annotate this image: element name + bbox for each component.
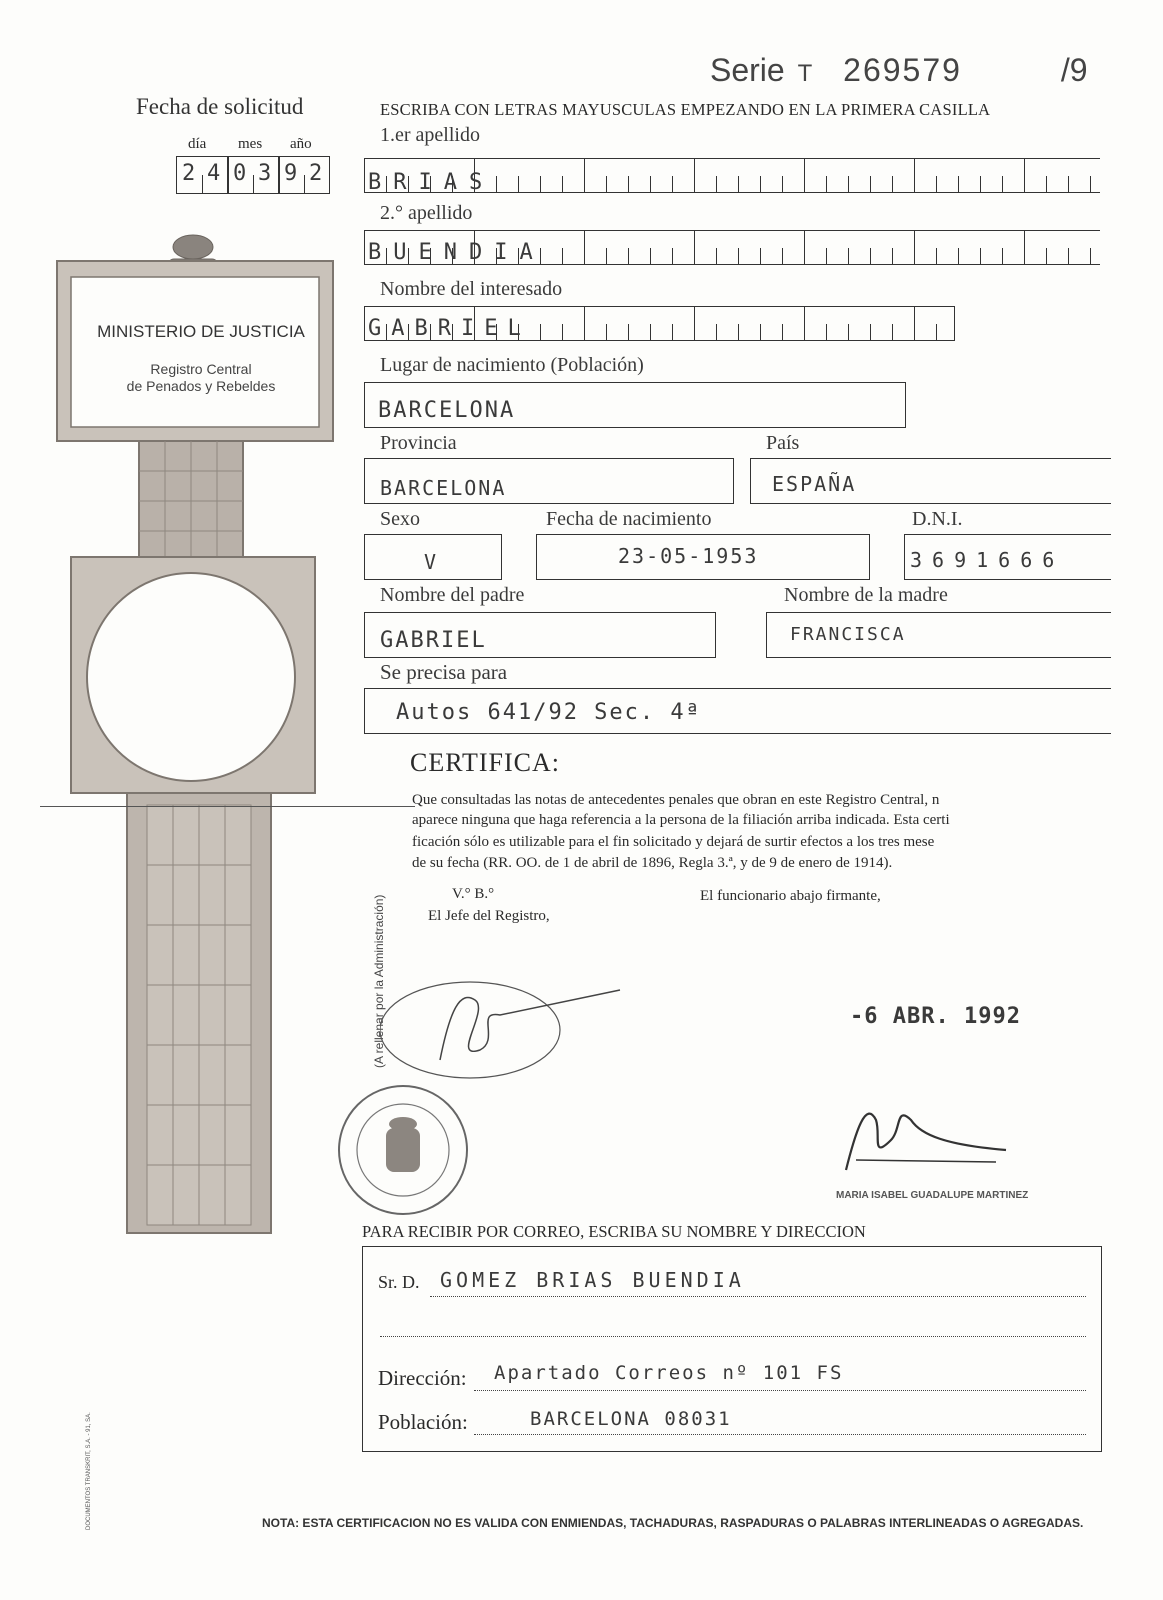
official-seal-icon <box>328 1080 478 1220</box>
apellido2-label: 2.° apellido <box>380 202 473 224</box>
lugar-label: Lugar de nacimiento (Población) <box>380 354 644 376</box>
grid-cell-divider <box>936 248 937 264</box>
precisa-value: Autos 641/92 Sec. 4ª <box>396 700 701 725</box>
serie-label: Serie <box>710 52 785 88</box>
apellido1-value: BRIAS <box>368 170 495 195</box>
jefe-registro: El Jefe del Registro, <box>428 908 550 924</box>
admin-side-note: (A rellenar por la Administración) <box>372 894 386 1068</box>
sexo-value: V <box>424 550 439 574</box>
fecha-digit-2: 4 <box>207 161 223 186</box>
certifica-line-3: ficación sólo es utilizable para el fin solicitado y dejará de surtir efectos a los tres mese <box>412 834 935 850</box>
grid-cell-divider <box>980 176 981 192</box>
fecha-dia-label: día <box>188 136 207 152</box>
grid-cell-divider <box>584 158 585 192</box>
grid-cell-divider <box>694 306 695 340</box>
grid-cell-divider <box>870 176 871 192</box>
grid-cell-divider <box>496 176 497 192</box>
correo-title: PARA RECIBIR POR CORREO, ESCRIBA SU NOMBRE Y DIRECCION <box>362 1222 866 1241</box>
provincia-value: BARCELONA <box>380 476 507 500</box>
grid-cell-divider <box>782 248 783 264</box>
printer-note: DOCUMENTOS TRANSKRIT, S.A. - 91, SA. <box>86 1412 92 1530</box>
grid-cell-divider <box>584 306 585 340</box>
grid-cell-divider <box>870 248 871 264</box>
grid-cell-divider <box>672 176 673 192</box>
direccion-line[interactable] <box>474 1390 1086 1391</box>
grid-cell-divider <box>958 248 959 264</box>
grid-cell-divider <box>650 324 651 340</box>
grid-cell-divider <box>760 324 761 340</box>
serie-suffix: /9 <box>1060 52 1088 88</box>
grid-cell-divider <box>562 248 563 264</box>
apellido1-label: 1.er apellido <box>380 124 480 146</box>
grid-cell-divider <box>650 248 651 264</box>
apellido2-value: BUENDIA <box>368 240 545 265</box>
grid-cell-divider <box>1024 158 1025 192</box>
sr-line <box>430 1296 1086 1297</box>
grid-cell-divider <box>738 176 739 192</box>
grid-cell-divider <box>914 158 915 192</box>
certifica-title: CERTIFICA: <box>410 748 561 777</box>
grid-cell-divider <box>826 248 827 264</box>
grid-cell-divider <box>892 324 893 340</box>
grid-cell-divider <box>694 230 695 264</box>
stamp-date: -6 ABR. 1992 <box>850 1004 1021 1029</box>
ministry-name: MINISTERIO DE JUSTICIA <box>97 322 305 341</box>
serie-letter: T <box>797 60 813 87</box>
fecha-nac-value: 23-05-1953 <box>618 544 759 568</box>
grid-cell-divider <box>584 230 585 264</box>
padre-value: GABRIEL <box>380 628 487 653</box>
grid-cell-divider <box>716 248 717 264</box>
grid-cell-divider <box>936 176 937 192</box>
grid-cell-divider <box>650 176 651 192</box>
direccion-value: Apartado Correos nº 101 FS <box>494 1362 844 1384</box>
fecha-nac-label: Fecha de nacimiento <box>546 508 712 530</box>
grid-cell-divider <box>804 306 805 340</box>
fecha-mes-label: mes <box>238 136 263 152</box>
precisa-label: Se precisa para <box>380 660 508 684</box>
fecha-digit-1: 2 <box>182 161 198 186</box>
sr-value: GOMEZ BRIAS BUENDIA <box>440 1268 745 1292</box>
sr-line-2[interactable] <box>380 1336 1086 1337</box>
grid-cell-divider <box>1090 248 1091 264</box>
grid-cell-divider <box>364 230 365 264</box>
grid-cell-divider <box>562 324 563 340</box>
sr-label: Sr. D. <box>378 1272 420 1292</box>
grid-cell-divider <box>870 324 871 340</box>
fecha-solicitud-boxes[interactable] <box>176 156 330 194</box>
grid-cell-divider <box>1046 176 1047 192</box>
nombre-value: GABRIEL <box>368 316 531 341</box>
serie-number: 269579 <box>843 52 962 88</box>
visto-bueno: V.° B.° <box>452 886 495 902</box>
cut-line <box>40 806 415 807</box>
nota-footer: NOTA: ESTA CERTIFICACION NO ES VALIDA CON ENMIENDAS, TACHADURAS, RASPADURAS O PALABRAS INTERLINEADAS O AGREGADAS. <box>262 1516 1084 1530</box>
jefe-signature <box>380 970 630 1090</box>
grid-cell-divider <box>672 248 673 264</box>
grid-cell-divider <box>848 176 849 192</box>
grid-cell-divider <box>848 324 849 340</box>
grid-cell-divider <box>518 176 519 192</box>
grid-cell-divider <box>1090 176 1091 192</box>
fecha-solicitud-title: Fecha de solicitud <box>136 94 304 119</box>
grid-cell-divider <box>936 324 937 340</box>
grid-cell-divider <box>782 176 783 192</box>
dni-label: D.N.I. <box>912 508 963 530</box>
poblacion-line[interactable] <box>474 1434 1086 1435</box>
grid-cell-divider <box>760 248 761 264</box>
grid-cell-divider <box>1068 176 1069 192</box>
grid-cell-divider <box>606 248 607 264</box>
grid-cell-divider <box>364 306 365 340</box>
funcionario: El funcionario abajo firmante, <box>700 888 881 904</box>
dni-value: 3691666 <box>910 548 1065 572</box>
padre-label: Nombre del padre <box>380 584 525 606</box>
grid-cell-divider <box>804 230 805 264</box>
direccion-label: Dirección: <box>378 1366 467 1390</box>
grid-cell-divider <box>738 324 739 340</box>
certifica-line-2: aparece ninguna que haga referencia a la persona de la filiación arriba indicada. Esta certi <box>412 812 950 828</box>
grid-cell-divider <box>980 248 981 264</box>
grid-cell-divider <box>826 176 827 192</box>
fecha-digit-6: 2 <box>309 161 325 186</box>
pais-label: País <box>766 432 800 454</box>
grid-cell-divider <box>892 248 893 264</box>
grid-cell-divider <box>606 324 607 340</box>
pais-value: ESPAÑA <box>772 472 857 496</box>
lugar-value: BARCELONA <box>378 398 516 423</box>
fecha-ano-label: año <box>290 136 312 152</box>
grid-cell-divider <box>364 158 365 192</box>
certifica-line-1: Que consultadas las notas de antecedentes penales que obran en este Registro Central, n <box>412 792 940 808</box>
grid-cell-divider <box>540 176 541 192</box>
grid-cell-divider <box>628 176 629 192</box>
grid-cell-divider <box>738 248 739 264</box>
grid-cell-divider <box>826 324 827 340</box>
fecha-digit-5: 9 <box>284 161 300 186</box>
grid-cell-divider <box>914 306 915 340</box>
registry-line-2: de Penados y Rebeldes <box>126 378 276 394</box>
grid-cell-divider <box>628 248 629 264</box>
grid-cell-divider <box>760 176 761 192</box>
grid-cell-divider <box>958 176 959 192</box>
grid-cell-divider <box>694 158 695 192</box>
serie-header <box>710 52 1088 89</box>
grid-cell-divider <box>562 176 563 192</box>
grid-cell-divider <box>716 324 717 340</box>
grid-cell-divider <box>804 158 805 192</box>
grid-cell-divider <box>848 248 849 264</box>
grid-cell-divider <box>1002 176 1003 192</box>
grid-cell-divider <box>606 176 607 192</box>
nombre-label: Nombre del interesado <box>380 278 563 300</box>
registry-line-1: Registro Central <box>150 361 252 377</box>
madre-label: Nombre de la madre <box>784 584 948 606</box>
grid-cell-divider <box>716 176 717 192</box>
grid-cell-divider <box>1046 248 1047 264</box>
poblacion-value: BARCELONA 08031 <box>530 1408 732 1430</box>
grid-cell-divider <box>782 324 783 340</box>
fecha-digit-4: 3 <box>258 161 274 186</box>
grid-cell-divider <box>1024 230 1025 264</box>
instructions-text: ESCRIBA CON LETRAS MAYUSCULAS EMPEZANDO EN LA PRIMERA CASILLA <box>380 100 991 119</box>
fecha-digit-3: 0 <box>233 161 249 186</box>
grid-cell-divider <box>892 176 893 192</box>
grid-cell-divider <box>914 230 915 264</box>
provincia-label: Provincia <box>380 432 457 454</box>
grid-cell-divider <box>1068 248 1069 264</box>
certifica-line-4: de su fecha (RR. OO. de 1 de abril de 1896, Regla 3.ª, y de 9 de enero de 1914). <box>412 855 893 871</box>
signer-name: MARIA ISABEL GUADALUPE MARTINEZ <box>836 1190 1029 1201</box>
poblacion-label: Población: <box>378 1410 468 1434</box>
grid-cell-divider <box>1002 248 1003 264</box>
grid-cell-divider <box>628 324 629 340</box>
sexo-label: Sexo <box>380 508 420 530</box>
grid-cell-divider <box>540 324 541 340</box>
madre-value: FRANCISCA <box>790 624 906 645</box>
grid-cell-divider <box>672 324 673 340</box>
funcionario-signature <box>836 1090 1016 1180</box>
